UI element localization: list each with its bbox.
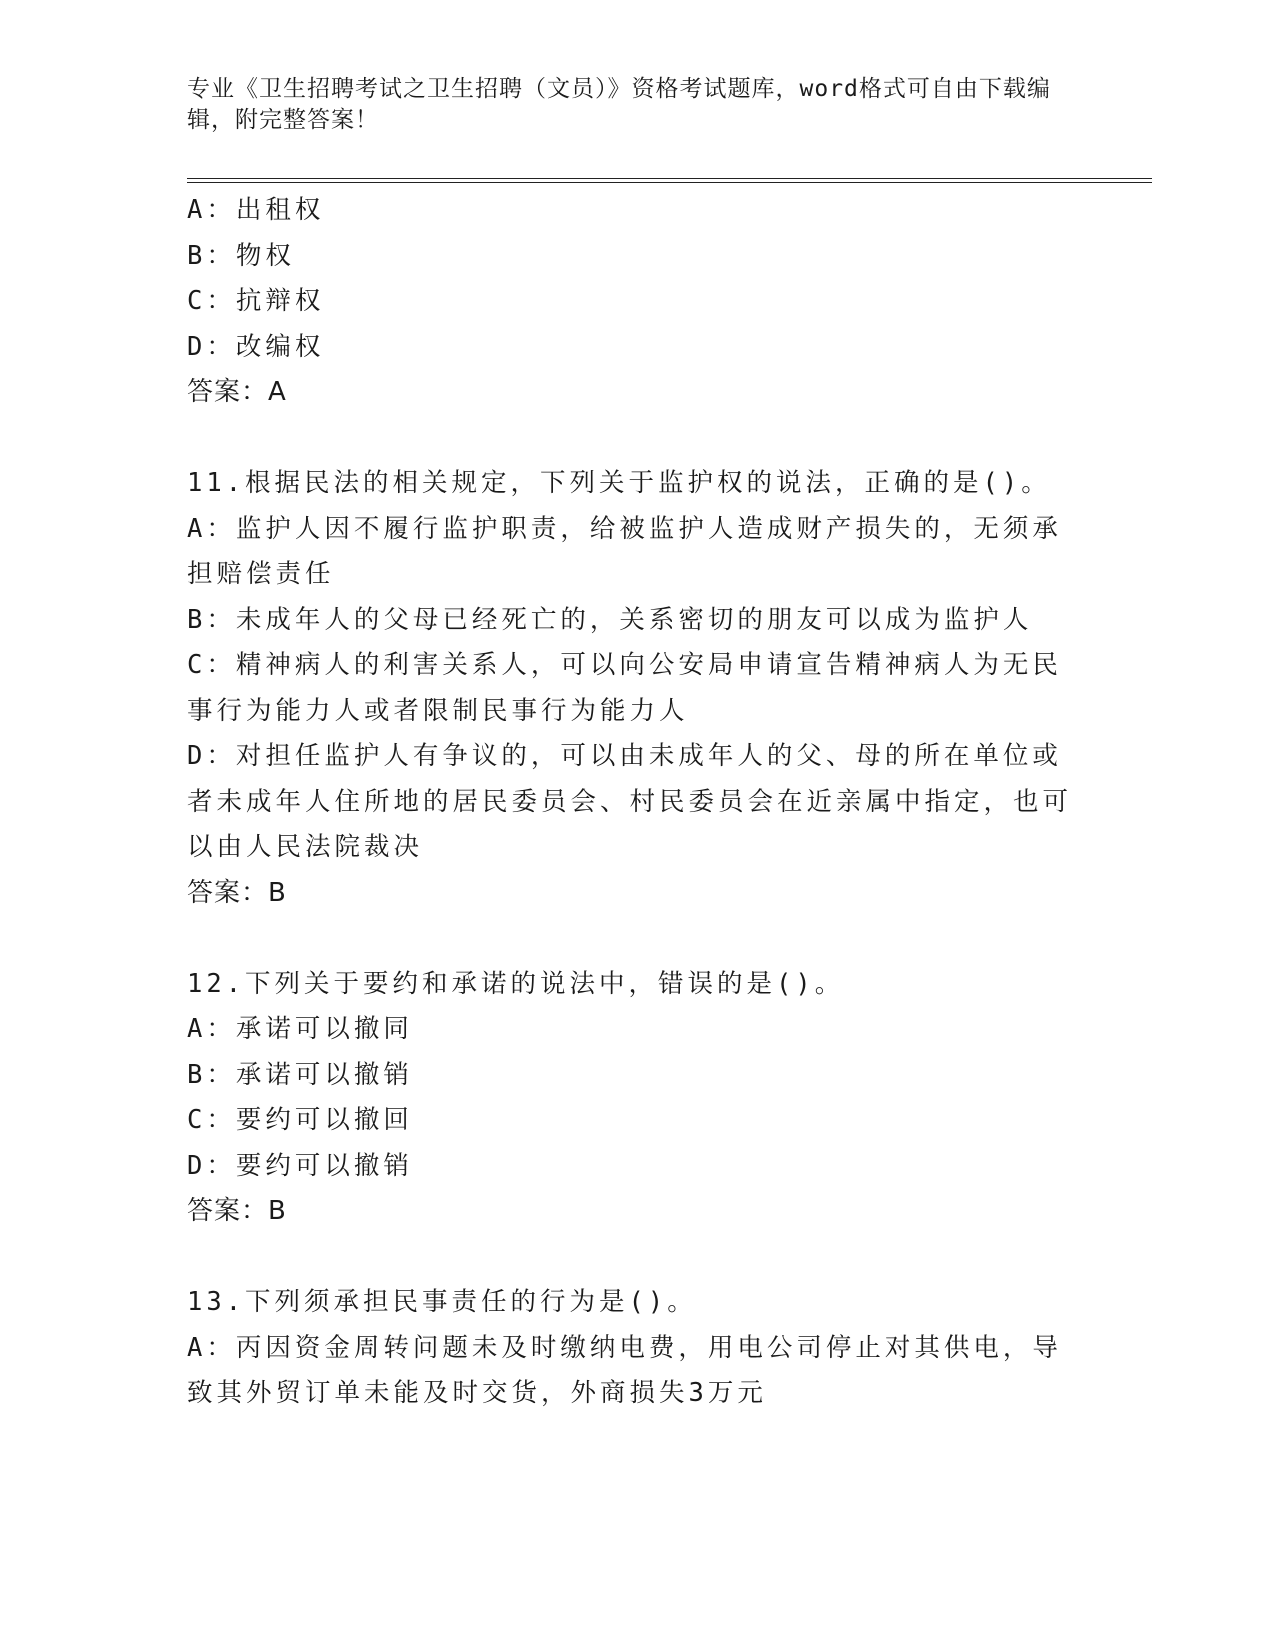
answer-line: 答案：B xyxy=(187,1196,287,1226)
question-block-11 xyxy=(187,461,1087,916)
option-b: B：未成年人的父母已经死亡的，关系密切的朋友可以成为监护人 xyxy=(187,604,1033,635)
question-stem: 11.根据民法的相关规定，下列关于监护权的说法，正确的是()。 xyxy=(187,468,1051,498)
option-b: B：承诺可以撤销 xyxy=(187,1059,413,1090)
header-rule-top xyxy=(187,178,1152,179)
option-a: A：承诺可以撤同 xyxy=(187,1014,413,1044)
option-d: D：对担任监护人有争议的，可以由未成年人的父、母的所在单位或者未成年人住所地的居民委员会、村民委员会在近亲属中指定，也可以由人民法院裁决 xyxy=(187,741,1073,862)
question-block-12 xyxy=(187,962,1087,1235)
question-list xyxy=(187,188,1087,1417)
option-a: A：出租权 xyxy=(187,195,325,225)
option-c: C：抗辩权 xyxy=(187,286,325,316)
option-d: D：改编权 xyxy=(187,331,325,362)
question-stem: 12.下列关于要约和承诺的说法中，错误的是()。 xyxy=(187,968,845,999)
option-a: A：监护人因不履行监护职责，给被监护人造成财产损失的，无须承担赔偿责任 xyxy=(187,513,1062,589)
question-stem: 13.下列须承担民事责任的行为是()。 xyxy=(187,1287,697,1317)
option-a: A：丙因资金周转问题未及时缴纳电费，用电公司停止对其供电，导致其外贸订单未能及时交货，外商损失3万元 xyxy=(187,1332,1062,1408)
answer-line: 答案：A xyxy=(187,377,287,407)
document-header: 专业《卫生招聘考试之卫生招聘（文员）》资格考试题库，word格式可自由下载编辑，附完整答案！ xyxy=(187,76,1051,133)
option-b: B：物权 xyxy=(187,240,295,271)
answer-line: 答案：B xyxy=(187,877,287,908)
spacer xyxy=(187,916,1087,962)
question-block-13 xyxy=(187,1280,1087,1417)
spacer xyxy=(187,416,1087,462)
question-block-prev xyxy=(187,188,1087,416)
header-rule-bottom xyxy=(187,182,1152,183)
option-c: C：精神病人的利害关系人，可以向公安局申请宣告精神病人为无民事行为能力人或者限制民事行为能力人 xyxy=(187,650,1062,726)
option-c: C：要约可以撤回 xyxy=(187,1105,413,1135)
option-d: D：要约可以撤销 xyxy=(187,1150,413,1181)
spacer xyxy=(187,1235,1087,1281)
